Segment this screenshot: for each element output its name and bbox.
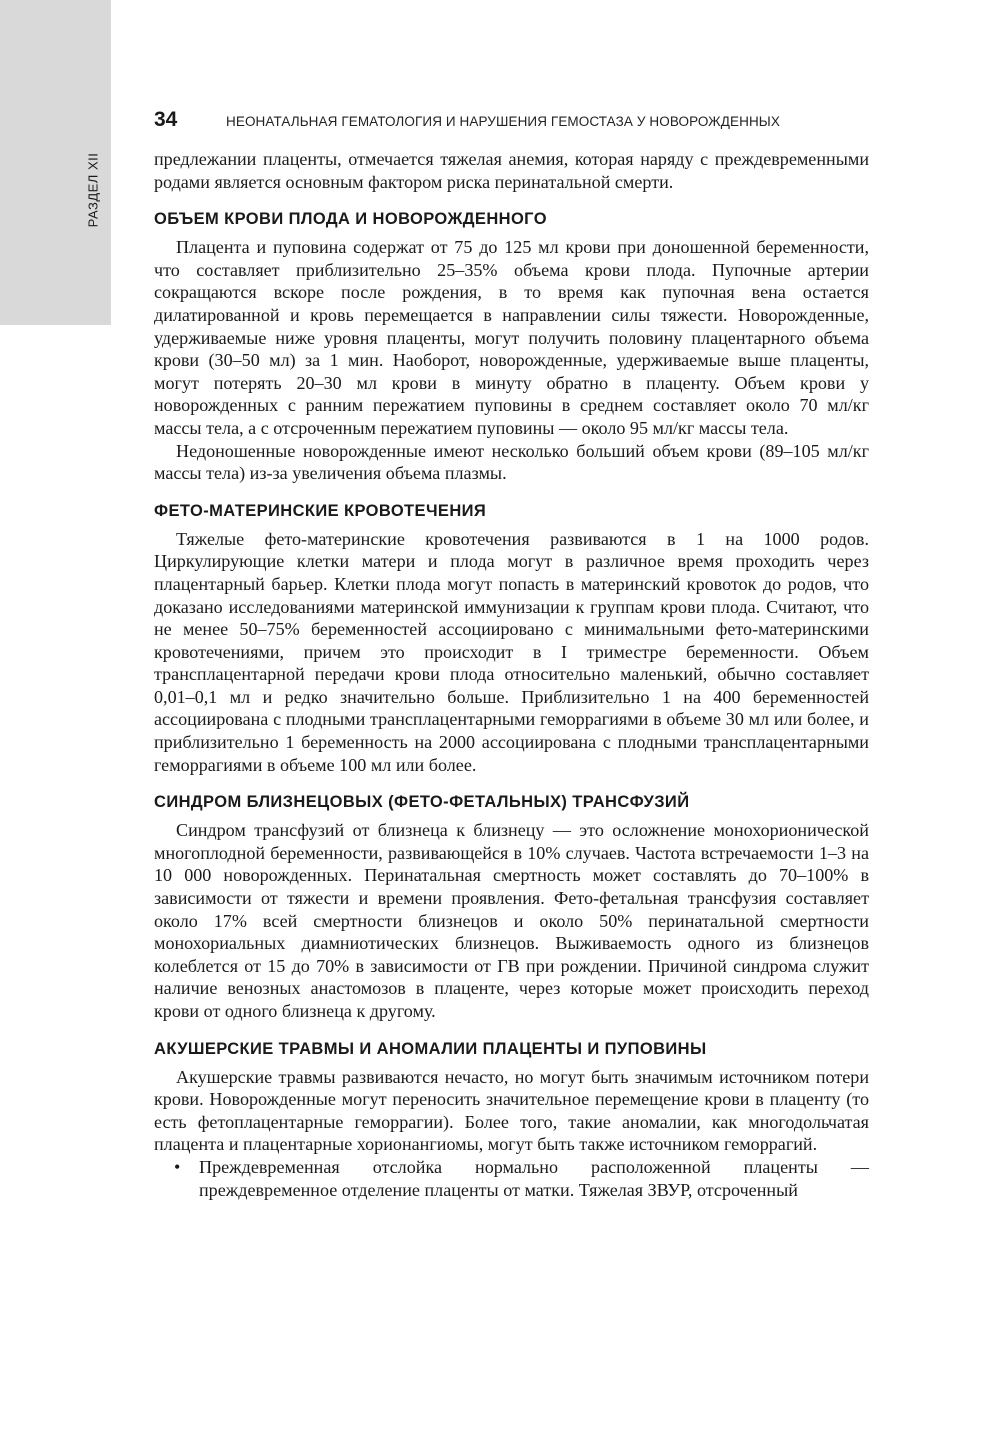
section-heading-feto-maternal: ФЕТО-МАТЕРИНСКИЕ КРОВОТЕЧЕНИЯ (154, 501, 487, 520)
section-heading-blood-volume: ОБЪЕМ КРОВИ ПЛОДА И НОВОРОЖДЕННОГО (154, 210, 547, 229)
body-paragraph: Недоношенные новорожденные имеют несколько больший объем крови (89–105 мл/кг массы тела) из-за увеличения объема плазмы. (154, 440, 869, 484)
section-heading-twin-transfusion: СИНДРОМ БЛИЗНЕЦОВЫХ (ФЕТО-ФЕТАЛЬНЫХ) ТРАНСФУЗИЙ (154, 793, 690, 812)
running-header (154, 108, 869, 132)
body-paragraph: Синдром трансфузий от близнеца к близнецу — это осложнение монохорионической многоплодной беременности, развивающейся в 10% случаев. Частота встречаемости 1–3 на 10 000 новорожденных. Перинатальная смертность может составлять до 70–100% в зависимости от тяжести и времени проявления. Фето-фетальная трансфузия составляет около 17% всей смертности близнецов и около 50% перинатальной смертности монохориальных диамниотических близнецов. Выживаемость одного из близнецов колеблется от 15 до 70% в зависимости от ГВ при рождении. Причиной синдрома служит наличие венозных анастомозов в плаценте, через которые может происходить переход крови от одного близнеца к другому. (154, 820, 869, 1021)
intro-paragraph: предлежании плаценты, отмечается тяжелая анемия, которая наряду с преждевременными родами является основным фактором риска перинатальной смерти. (154, 149, 869, 192)
bullet-icon: • (174, 1156, 181, 1177)
page-body (154, 148, 869, 1201)
section-side-label: РАЗДЕЛ XII (85, 152, 101, 228)
section-heading-obstetric-trauma: АКУШЕРСКИЕ ТРАВМЫ И АНОМАЛИИ ПЛАЦЕНТЫ И ПУПОВИНЫ (154, 1039, 707, 1058)
list-item (154, 1156, 869, 1201)
running-title: НЕОНАТАЛЬНАЯ ГЕМАТОЛОГИЯ И НАРУШЕНИЯ ГЕМОСТАЗА У НОВОРОЖДЕННЫХ (226, 114, 780, 129)
bullet-text: Преждевременная отслойка нормально расположенной плаценты — преждевременное отделение плаценты от матки. Тяжелая ЗВУР, отсроченный (199, 1156, 869, 1200)
page-number: 34 (154, 108, 178, 131)
body-paragraph: Тяжелые фето-материнские кровотечения развиваются в 1 на 1000 родов. Циркулирующие клетки матери и плода могут в различное время проходить через плацентарный барьер. Клетки плода могут попасть в материнский кровоток до родов, что доказано исследованиями материнской иммунизации к группам крови плода. Считают, что не менее 50–75% беременностей ассоциировано с минимальными фето-материнскими кровотечениями, причем это происходит в I триместре беременности. Объем трансплацентарной передачи крови плода относительно маленький, обычно составляет 0,01–0,1 мл и редко значительно больше. Приблизительно 1 на 400 беременностей ассоциирована с плодными трансплацентарными геморрагиями в объеме 30 мл или более, и приблизительно 1 беременность на 2000 ассоциирована с плодными трансплацентарными геморрагиями в объеме 100 мл или более. (154, 528, 869, 775)
body-paragraph: Плацента и пуповина содержат от 75 до 125 мл крови при доношенной беременности, что составляет приблизительно 25–35% объема крови плода. Пупочные артерии сокращаются вскоре после рождения, в то время как пупочная вена остается дилатированной и кровь перемещается в направлении силы тяжести. Новорожденные, удерживаемые ниже уровня плаценты, могут получить половину плацентарного объема крови (30–50 мл) за 1 мин. Наоборот, новорожденные, удерживаемые выше плаценты, могут потерять 20–30 мл крови в минуту обратно в плаценту. Объем крови у новорожденных с ранним пережатием пуповины в среднем составляет около 70 мл/кг массы тела, а с отсроченным пережатием пуповины — около 95 мл/кг массы тела. (154, 237, 869, 438)
body-paragraph: Акушерские травмы развиваются нечасто, но могут быть значимым источником потери крови. Новорожденные могут переносить значительное перемещение крови в плаценту (то есть фетоплацентарные геморрагии). Более того, такие аномалии, как многодольчатая плацента и плацентарные хорионангиомы, могут быть также источником геморрагий. (154, 1066, 869, 1155)
